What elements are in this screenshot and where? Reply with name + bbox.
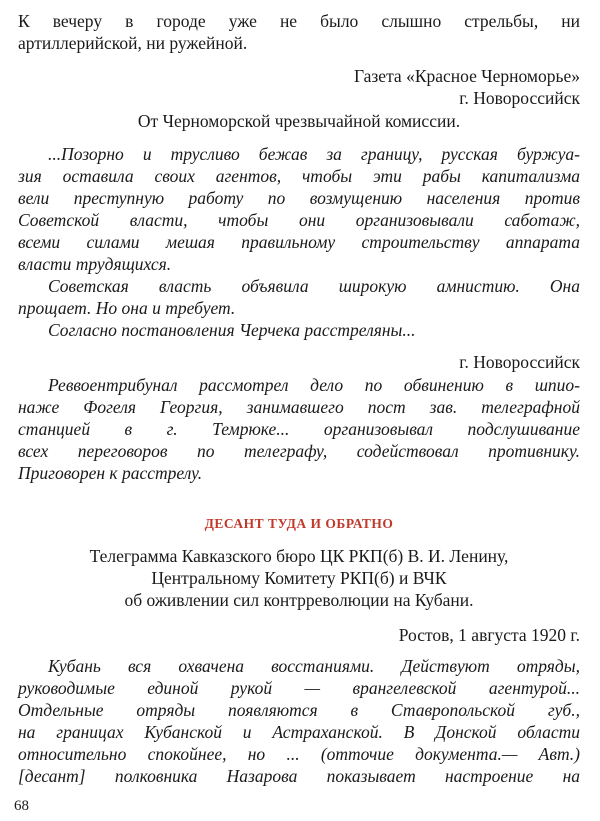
quote-line: всеми силами мешая правильному строительству аппарата xyxy=(18,232,580,252)
source-place: г. Новороссийск xyxy=(459,352,580,372)
telegram-title-line: Центральному Комитету РКП(б) и ВЧК xyxy=(151,568,447,588)
dateline: Ростов, 1 августа 1920 г. xyxy=(398,625,580,645)
quote-line: вели преступную работу по возмущению населения против xyxy=(18,188,580,208)
paragraph-line: артиллерийской, ни ружейной. xyxy=(18,33,248,53)
quote-line: ...Позорно и трусливо бежав за границу, русская буржуа- xyxy=(48,144,580,164)
quote-line: Кубань вся охвачена восстаниями. Действуют отряды, xyxy=(48,656,580,676)
quote-line: наже Фогеля Георгия, занимавшего пост зав. телеграфной xyxy=(18,397,580,417)
quote-line: власти трудящихся. xyxy=(18,254,172,274)
telegram-title-line: Телеграмма Кавказского бюро ЦК РКП(б) В. И. Ленину, xyxy=(89,546,509,566)
quote-line: Советская власть объявила широкую амнистию. Она xyxy=(48,276,580,296)
document-heading: От Черноморской чрезвычайной комиссии. xyxy=(137,111,461,131)
paragraph-line: К вечеру в городе уже не было слышно стрельбы, ни xyxy=(18,11,580,31)
quote-line: на границах Кубанской и Астраханской. В Донской области xyxy=(18,722,580,742)
quote-line: зия оставила своих агентов, чтобы эти рабы капитализма xyxy=(18,166,580,186)
page-number: 68 xyxy=(14,798,29,814)
quote-line: станцией в г. Темрюке... организовывал подслушивание xyxy=(18,419,580,439)
quote-line: относительно спокойнее, но ... (отточие документа.— Авт.) xyxy=(18,744,580,764)
source-place: г. Новороссийск xyxy=(459,88,580,108)
source-newspaper: Газета «Красное Черноморье» xyxy=(353,66,580,86)
section-title: ДЕСАНТ ТУДА И ОБРАТНО xyxy=(204,516,394,531)
quote-line: Отдельные отряды появляются в Ставропольской губ., xyxy=(18,700,580,720)
quote-line: Советской власти, чтобы они организовывали саботаж, xyxy=(18,210,580,230)
quote-line: Реввоентрибунал рассмотрел дело по обвинению в шпио- xyxy=(48,375,580,395)
quote-line: прощает. Но она и требует. xyxy=(18,298,236,318)
telegram-title-line: об оживлении сил контрреволюции на Кубани. xyxy=(124,590,474,610)
quote-line: всех переговоров по телеграфу, содействовал противнику. xyxy=(18,441,580,461)
quote-line: Согласно постановления Черчека расстреляны... xyxy=(48,320,416,340)
quote-line: [десант] полковника Назарова показывает настроение на xyxy=(18,766,580,786)
quote-line: Приговорен к расстрелу. xyxy=(18,463,203,483)
quote-line: руководимые единой рукой — врангелевской агентурой... xyxy=(18,678,580,698)
